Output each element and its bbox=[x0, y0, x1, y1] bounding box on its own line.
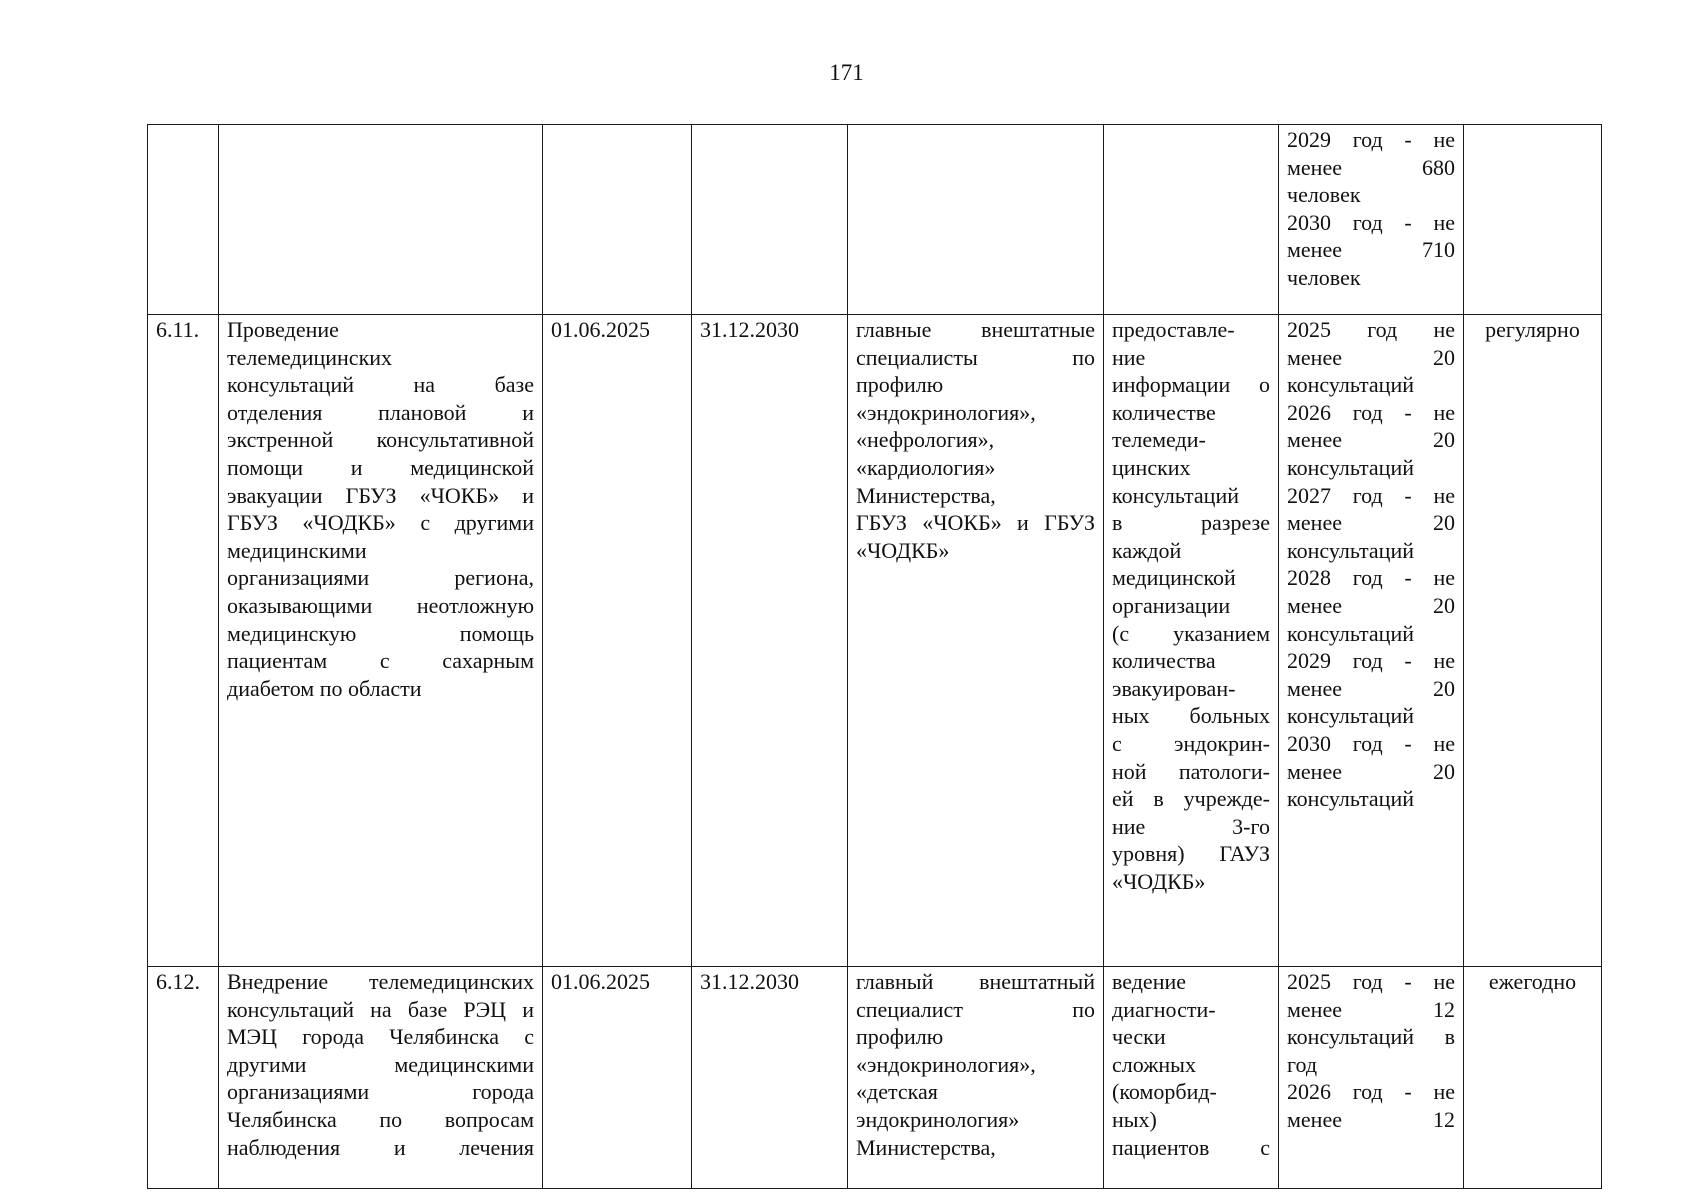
text-line: консультаций bbox=[1287, 372, 1414, 398]
text-line: специалист по bbox=[856, 996, 1095, 1022]
text-line: Министерства, bbox=[856, 1134, 996, 1160]
text-line: человек bbox=[1287, 182, 1361, 208]
table-row bbox=[148, 315, 1602, 967]
text-line: 2025 год - не bbox=[1287, 969, 1455, 994]
result-cell bbox=[1104, 315, 1279, 967]
text-line: консультаций bbox=[1287, 454, 1414, 480]
text-line: (коморбид- bbox=[1112, 1079, 1217, 1105]
text-line: менее 20 bbox=[1287, 592, 1455, 618]
text-line: консультаций bbox=[1287, 786, 1414, 812]
text-line: организациями региона, bbox=[227, 565, 534, 591]
text-line: консультаций bbox=[1287, 537, 1414, 563]
text-line: «детская bbox=[856, 1079, 938, 1105]
text-line: консультаций на базе РЭЦ и bbox=[227, 996, 534, 1022]
text-line: отделения плановой и bbox=[227, 399, 534, 425]
text-line: консультаций bbox=[1287, 703, 1414, 729]
text-line: пациентам с сахарным bbox=[227, 648, 534, 674]
text-line: МЭЦ города Челябинска с bbox=[227, 1024, 534, 1050]
text-line: медицинскими bbox=[227, 537, 367, 563]
table-row bbox=[148, 125, 1602, 315]
text-line: профилю bbox=[856, 372, 944, 398]
period-cell bbox=[1464, 125, 1602, 315]
text-line: оказывающими неотложную bbox=[227, 592, 534, 618]
text-line: ных) bbox=[1112, 1106, 1157, 1132]
text-line: медицинскую помощь bbox=[227, 620, 534, 646]
text-line: эвакуирован- bbox=[1112, 675, 1236, 701]
text-line: год bbox=[1287, 1051, 1318, 1077]
text-line: каждой bbox=[1112, 537, 1182, 563]
text-line: (с указанием bbox=[1112, 620, 1270, 646]
text-line: 2030 год - не bbox=[1287, 209, 1455, 235]
text-line: Челябинска по вопросам bbox=[227, 1106, 534, 1132]
text-line: 2028 год - не bbox=[1287, 565, 1455, 591]
text-line: 2026 год - не bbox=[1287, 399, 1455, 425]
result-cell bbox=[1104, 967, 1279, 1189]
text-line: предоставле- bbox=[1112, 317, 1235, 342]
text-line: консультаций bbox=[1287, 620, 1414, 646]
text-line: телемедицинских bbox=[227, 344, 393, 370]
text-line: пациентов с bbox=[1112, 1134, 1270, 1160]
page-number: 171 bbox=[829, 60, 864, 85]
responsible-cell bbox=[848, 967, 1104, 1189]
plan-table bbox=[147, 124, 1602, 1189]
indicator-cell bbox=[1279, 125, 1464, 315]
text-line: менее 20 bbox=[1287, 344, 1455, 370]
text-line: 2026 год - не bbox=[1287, 1079, 1455, 1105]
text-line: «нефрология», bbox=[856, 427, 995, 453]
text-line: уровня) ГАУЗ bbox=[1112, 841, 1270, 867]
text-line: менее 12 bbox=[1287, 1106, 1455, 1132]
text-line: 2029 год - не bbox=[1287, 648, 1455, 674]
text-line: наблюдения и лечения bbox=[227, 1134, 534, 1160]
text-line: консультаций в bbox=[1287, 1024, 1455, 1050]
text-line: профилю bbox=[856, 1024, 944, 1050]
text-line: телемеди- bbox=[1112, 427, 1206, 453]
text-line: ние bbox=[1112, 344, 1146, 370]
text-line: 2029 год - не bbox=[1287, 127, 1455, 152]
text-line: менее 710 bbox=[1287, 237, 1455, 263]
event-cell bbox=[219, 125, 543, 315]
end-date-cell bbox=[692, 125, 848, 315]
text-line: главный внештатный bbox=[856, 969, 1095, 994]
text-line: количества bbox=[1112, 648, 1216, 674]
text-line: консультаций bbox=[1112, 482, 1239, 508]
text-line: ной патологи- bbox=[1112, 758, 1270, 784]
text-line: эвакуации ГБУЗ «ЧОКБ» и bbox=[227, 482, 534, 508]
text-line: «ЧОДКБ» bbox=[856, 537, 950, 563]
text-line: ей в учрежде- bbox=[1112, 786, 1270, 812]
text-line: цинских bbox=[1112, 454, 1191, 480]
text-line: количестве bbox=[1112, 399, 1216, 425]
text-line: менее 20 bbox=[1287, 510, 1455, 536]
text-line: ведение bbox=[1112, 969, 1187, 994]
text-line: 2025 год не bbox=[1287, 317, 1455, 342]
text-line: сложных bbox=[1112, 1051, 1196, 1077]
end-date-cell: 31.12.2030 bbox=[692, 967, 848, 1189]
responsible-cell bbox=[848, 315, 1104, 967]
text-line: «ЧОДКБ» bbox=[1112, 868, 1206, 894]
text-line: «эндокринология», bbox=[856, 399, 1036, 425]
text-line: менее 20 bbox=[1287, 427, 1455, 453]
text-line: 2027 год - не bbox=[1287, 482, 1455, 508]
event-cell bbox=[219, 967, 543, 1189]
text-line: другими медицинскими bbox=[227, 1051, 534, 1077]
text-line: ГБУЗ «ЧОКБ» и ГБУЗ bbox=[856, 510, 1095, 536]
period-cell: регулярно bbox=[1464, 315, 1602, 967]
text-line: в разрезе bbox=[1112, 510, 1270, 536]
row-number-cell bbox=[148, 125, 219, 315]
text-line: главные внештатные bbox=[856, 317, 1095, 342]
table-row bbox=[148, 967, 1602, 1189]
text-line: организациями города bbox=[227, 1079, 534, 1105]
text-line: Министерства, bbox=[856, 482, 996, 508]
start-date-cell: 01.06.2025 bbox=[543, 967, 692, 1189]
text-line: человек bbox=[1287, 264, 1361, 290]
end-date-cell: 31.12.2030 bbox=[692, 315, 848, 967]
text-line: организации bbox=[1112, 592, 1231, 618]
text-line: «эндокринология», bbox=[856, 1051, 1036, 1077]
text-line: ние 3-го bbox=[1112, 813, 1270, 839]
text-line: менее 680 bbox=[1287, 154, 1455, 180]
text-line: менее 20 bbox=[1287, 675, 1455, 701]
text-line: ГБУЗ «ЧОДКБ» с другими bbox=[227, 510, 534, 536]
text-line: эндокринология» bbox=[856, 1106, 1020, 1132]
text-line: помощи и медицинской bbox=[227, 454, 534, 480]
text-line: чески bbox=[1112, 1024, 1166, 1050]
responsible-cell bbox=[848, 125, 1104, 315]
text-line: 2030 год - не bbox=[1287, 730, 1455, 756]
text-line: ных больных bbox=[1112, 703, 1270, 729]
plan-table-body bbox=[148, 125, 1602, 1189]
start-date-cell bbox=[543, 125, 692, 315]
row-number-cell: 6.11. bbox=[148, 315, 219, 967]
text-line: менее 20 bbox=[1287, 758, 1455, 784]
text-line: специалисты по bbox=[856, 344, 1095, 370]
text-line: «кардиология» bbox=[856, 454, 996, 480]
result-cell bbox=[1104, 125, 1279, 315]
text-line: менее 12 bbox=[1287, 996, 1455, 1022]
text-line: с эндокрин- bbox=[1112, 730, 1270, 756]
row-number-cell: 6.12. bbox=[148, 967, 219, 1189]
text-line: диабетом по области bbox=[227, 675, 422, 701]
text-line: диагности- bbox=[1112, 996, 1216, 1022]
indicator-cell bbox=[1279, 967, 1464, 1189]
text-line: Проведение bbox=[227, 317, 339, 342]
period-cell: ежегодно bbox=[1464, 967, 1602, 1189]
event-cell bbox=[219, 315, 543, 967]
text-line: консультаций на базе bbox=[227, 372, 534, 398]
text-line: медицинской bbox=[1112, 565, 1236, 591]
text-line: экстренной консультативной bbox=[227, 427, 534, 453]
text-line: Внедрение телемедицинских bbox=[227, 969, 534, 994]
start-date-cell: 01.06.2025 bbox=[543, 315, 692, 967]
indicator-cell bbox=[1279, 315, 1464, 967]
text-line: информации о bbox=[1112, 372, 1270, 398]
